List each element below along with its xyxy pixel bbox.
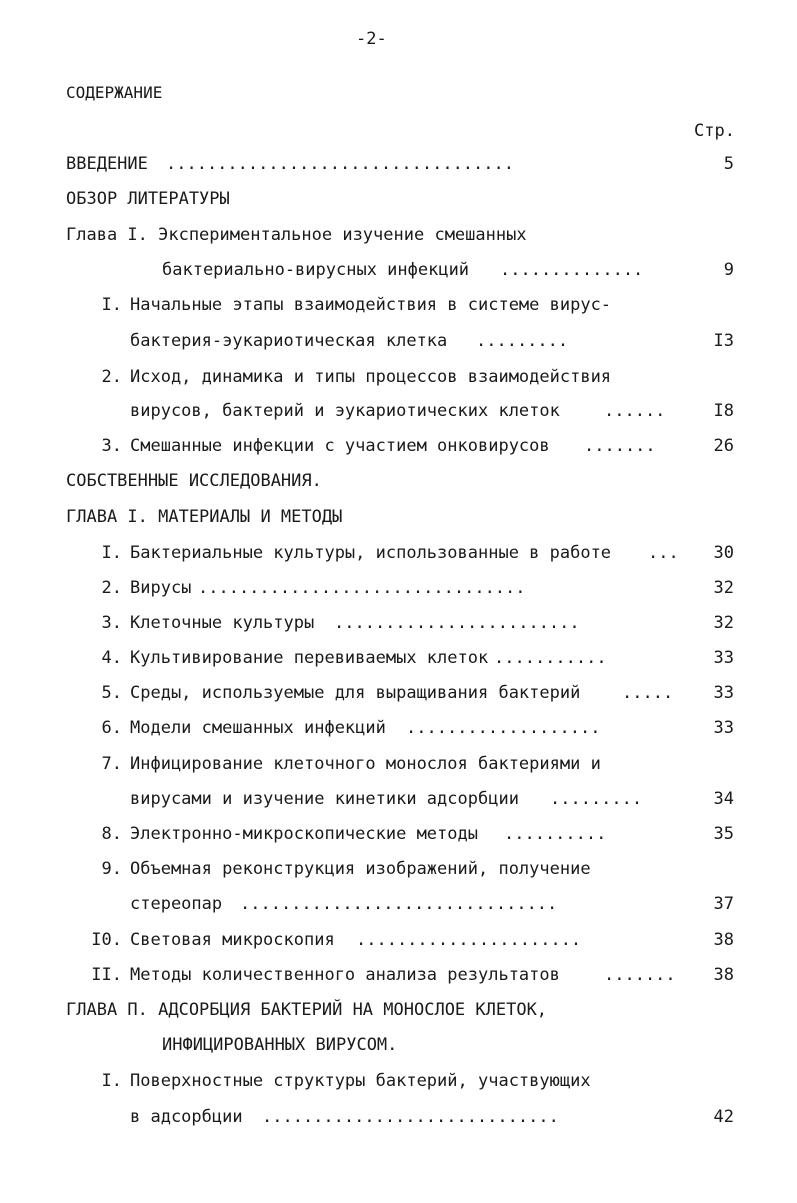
leader-dots: ......... [476,331,569,351]
toc-entry-page: 33 [713,648,734,668]
toc-entry-number: 8. [101,824,122,844]
toc-entry-label: Световая микроскопия [130,930,335,950]
toc-entry-label: Среды, используемые для выращивания бактерий [130,683,581,703]
toc-entry-page: 38 [713,965,734,985]
toc-entry-label: Методы количественного анализа результатов [130,965,560,985]
page-column-header: Стр. [694,121,735,141]
toc-entry-label: Инфицирование клеточного монослоя бактериями и [130,754,601,774]
page-number: -2- [356,29,387,49]
toc-entry-page: 38 [713,930,734,950]
toc-entry-number: I. [101,543,122,563]
toc-entry-page: 32 [713,578,734,598]
toc-entry-page: 34 [713,789,734,809]
toc-entry-number: 5. [101,683,122,703]
toc-entry-page: 42 [713,1107,734,1127]
toc-entry-label: Вирусы [130,578,192,598]
toc-entry-number: I0. [91,930,122,950]
leader-dots: ............................... [240,894,558,914]
toc-entry-number: 7. [101,754,122,774]
toc-entry-page: 30 [713,543,734,563]
chapter-label-cont: бактериально-вирусных инфекций [162,260,470,280]
toc-entry-number: 2. [101,578,122,598]
toc-entry-number: II. [91,965,122,985]
section-heading: ОБЗОР ЛИТЕРАТУРЫ [66,189,230,209]
toc-entry-label: Электронно-микроскопические методы [130,824,478,844]
toc-entry-page: 32 [713,613,734,633]
toc-entry-label: Смешанные инфекции с участием онковирусов [130,436,550,456]
toc-entry-number: 9. [101,859,122,879]
toc-entry-number: 3. [101,436,122,456]
leader-dots: ...................... [356,930,582,950]
toc-entry-label: Модели смешанных инфекций [130,718,386,738]
toc-entry-page: I8 [713,401,734,421]
leader-dots: ..... [622,683,674,703]
toc-heading: СОДЕРЖАНИЕ [66,83,163,102]
leader-dots: .................................. [166,154,514,174]
toc-entry-label-cont: в адсорбции [130,1107,243,1127]
toc-entry-label: Поверхностные структуры бактерий, участвующих [130,1071,591,1091]
leader-dots: .......... [504,824,607,844]
toc-entry-number: 4. [101,648,122,668]
toc-entry-label: Исход, динамика и типы процессов взаимодействия [130,367,612,387]
toc-entry-label: Начальные этапы взаимодействия в системе вирус- [130,295,612,315]
toc-entry-label: Культивирование перевиваемых клеток [130,648,489,668]
toc-entry-page: 26 [713,436,734,456]
toc-entry-number: I. [101,1071,122,1091]
toc-entry-number: I. [101,295,122,315]
toc-entry-page: I3 [713,331,734,351]
toc-entry-label-cont: стереопар [130,894,223,914]
leader-dots: ... [648,543,679,563]
chapter-heading: ГЛАВА I. МАТЕРИАЛЫ И МЕТОДЫ [66,507,343,527]
section-heading: СОБСТВЕННЫЕ ИССЛЕДОВАНИЯ. [66,471,322,491]
chapter-heading: ГЛАВА П. АДСОРБЦИЯ БАКТЕРИЙ НА МОНОСЛОЕ КЛЕТОК, [66,1000,548,1020]
toc-entry-page: 33 [713,683,734,703]
toc-entry-label: Клеточные культуры [130,613,315,633]
toc-entry-page: 35 [713,824,734,844]
toc-entry-number: 3. [101,613,122,633]
leader-dots: ......... [550,789,643,809]
chapter-label: Глава I. Экспериментальное изучение смешанных [66,225,527,245]
leader-dots: ................................ [198,578,526,598]
chapter-heading-cont: ИНФИЦИРОВАННЫХ ВИРУСОМ. [162,1035,398,1055]
leader-dots: ............................. [262,1107,559,1127]
leader-dots: ....... [584,436,656,456]
toc-entry-label-cont: вирусами и изучение кинетики адсорбции [130,789,519,809]
leader-dots: ........................ [334,613,580,633]
leader-dots: .............. [500,260,644,280]
toc-entry-label: Бактериальные культуры, использованные в работе [130,543,612,563]
toc-entry-label-cont: бактерия-эукариотическая клетка [130,331,448,351]
toc-entry-page: 33 [713,718,734,738]
leader-dots: ........... [494,648,607,668]
toc-entry-page: 5 [723,154,734,174]
toc-entry-label-cont: вирусов, бактерий и эукариотических клеток [130,401,560,421]
toc-entry-label: ВВЕДЕНИЕ [66,154,148,174]
toc-entry-label: Объемная реконструкция изображений, получение [130,859,591,879]
leader-dots: ................... [406,718,601,738]
toc-entry-page: 37 [713,894,734,914]
toc-entry-number: 6. [101,718,122,738]
toc-entry-page: 9 [723,260,734,280]
leader-dots: ...... [604,401,666,421]
toc-entry-number: 2. [101,367,122,387]
leader-dots: ....... [604,965,676,985]
